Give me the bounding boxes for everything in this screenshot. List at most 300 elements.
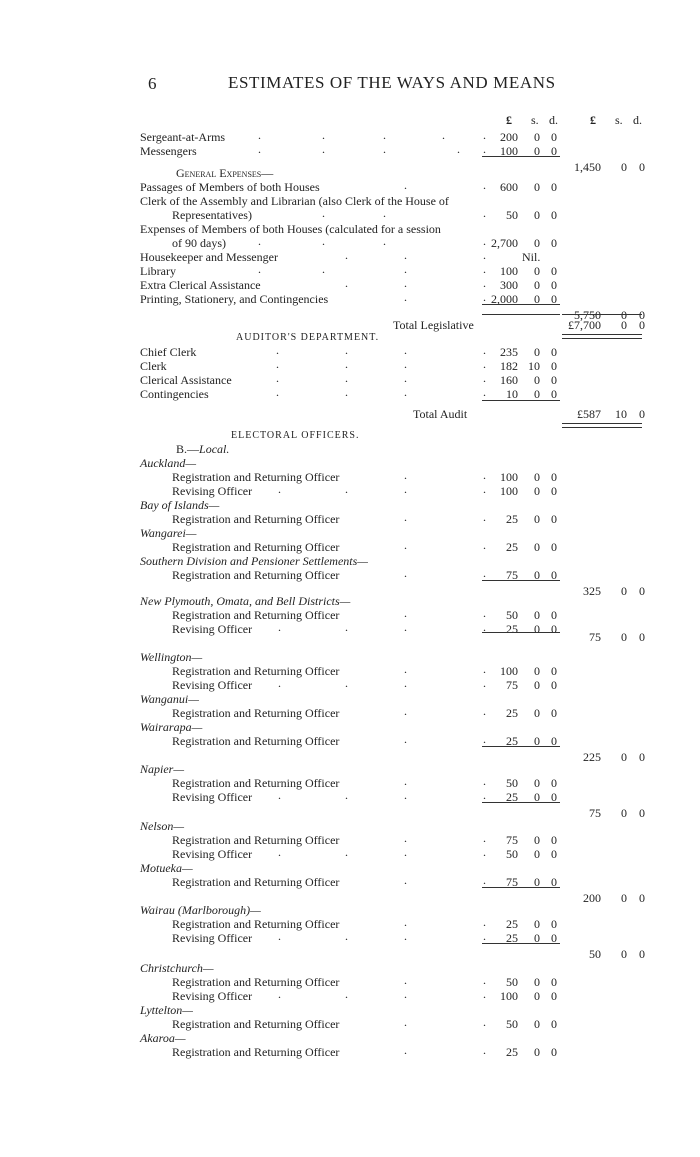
table-row <box>0 1017 700 1031</box>
row-label: Auckland— <box>140 456 196 470</box>
leader-dot: . <box>258 262 261 276</box>
leader-dot: . <box>483 142 486 156</box>
table-row <box>0 144 700 158</box>
amount-pounds: 100 <box>500 470 518 484</box>
leader-dot: . <box>404 620 407 634</box>
table-row <box>0 568 700 582</box>
leader-dot: . <box>483 371 486 385</box>
table-row <box>0 180 700 194</box>
leader-dot: . <box>404 845 407 859</box>
leader-dot: . <box>345 371 348 385</box>
table-row <box>0 250 700 264</box>
table-row <box>0 692 700 706</box>
table-row <box>0 734 700 748</box>
row-label: General Expenses— <box>176 166 274 180</box>
leader-dot: . <box>483 566 486 580</box>
row-label: Motueka— <box>140 861 193 875</box>
table-row <box>0 630 700 650</box>
leader-dot: . <box>404 385 407 399</box>
row-label: Extra Clerical Assistance <box>140 278 261 292</box>
leader-dot: . <box>404 248 407 262</box>
table-row <box>0 678 700 692</box>
leader-dot: . <box>404 929 407 943</box>
amount-pounds: 25 <box>506 622 518 636</box>
amount-shillings: 0 <box>534 833 540 847</box>
leader-dot: . <box>278 482 281 496</box>
column-rule <box>562 314 642 315</box>
leader-dot: . <box>258 234 261 248</box>
leader-dot: . <box>404 873 407 887</box>
table-row <box>0 819 700 833</box>
pence-header-2: d. <box>633 113 642 127</box>
leader-dot: . <box>383 128 386 142</box>
leader-dot: . <box>278 987 281 1001</box>
subtotal-shillings: 0 <box>621 584 627 598</box>
subtotal-pounds: 325 <box>583 584 601 598</box>
amount-pounds: 25 <box>506 540 518 554</box>
amount-shillings: 10 <box>528 359 540 373</box>
leader-dot: . <box>404 1043 407 1057</box>
table-row <box>0 875 700 889</box>
leader-dot: . <box>483 929 486 943</box>
amount-shillings: 0 <box>534 484 540 498</box>
column-rule <box>482 802 560 803</box>
subtotal-pounds: 50 <box>589 947 601 961</box>
table-row <box>0 650 700 664</box>
leader-dot: . <box>483 704 486 718</box>
leader-dot: . <box>404 662 407 676</box>
leader-dot: . <box>404 676 407 690</box>
amount-pounds: 100 <box>500 664 518 678</box>
column-rule <box>482 314 560 315</box>
table-row <box>0 931 700 945</box>
row-label: Registration and Returning Officer <box>172 776 340 790</box>
leader-dot: . <box>404 915 407 929</box>
table-row <box>0 1045 700 1059</box>
subtotal-pence: 0 <box>639 750 645 764</box>
amount-shillings: 0 <box>534 706 540 720</box>
amount-pounds: 75 <box>506 568 518 582</box>
amount-pounds: 75 <box>506 875 518 889</box>
leader-dot: . <box>276 385 279 399</box>
amount-shillings: 0 <box>534 568 540 582</box>
row-label: Registration and Returning Officer <box>172 1017 340 1031</box>
table-row <box>0 166 700 180</box>
row-label: Housekeeper and Messenger <box>140 250 278 264</box>
leader-dot: . <box>258 128 261 142</box>
leader-dot: . <box>404 262 407 276</box>
amount-pence: 0 <box>551 130 557 144</box>
amount-pounds: 25 <box>506 790 518 804</box>
subtotal-shillings: 0 <box>621 630 627 644</box>
leader-dot: . <box>483 620 486 634</box>
leader-dot: . <box>404 774 407 788</box>
leader-dot: . <box>345 676 348 690</box>
leader-dot: . <box>404 343 407 357</box>
row-label: Contingencies <box>140 387 209 401</box>
leader-dot: . <box>404 1015 407 1029</box>
table-row <box>0 442 700 456</box>
row-label: Revising Officer <box>172 484 253 498</box>
subtotal-pence: 0 <box>639 407 645 421</box>
amount-shillings: 0 <box>534 278 540 292</box>
leader-dot: . <box>404 538 407 552</box>
row-label: Clerical Assistance <box>140 373 232 387</box>
leader-dot: . <box>483 468 486 482</box>
amount-shillings: 0 <box>534 847 540 861</box>
row-label: Revising Officer <box>172 989 253 1003</box>
amount-shillings: 0 <box>534 144 540 158</box>
subtotal-shillings: 0 <box>621 891 627 905</box>
row-label: Southern Division and Pensioner Settlements— <box>140 554 368 568</box>
row-label: Revising Officer <box>172 622 253 636</box>
table-row <box>0 847 700 861</box>
double-rule <box>562 423 642 428</box>
section-heading-electoral: ELECTORAL OFFICERS. <box>231 430 360 441</box>
amount-pounds: 100 <box>500 264 518 278</box>
leader-dot: . <box>322 262 325 276</box>
leader-dot: . <box>345 987 348 1001</box>
amount-shillings: 0 <box>534 264 540 278</box>
row-label: Messengers <box>140 144 197 158</box>
leader-dot: . <box>483 662 486 676</box>
leader-dot: . <box>483 290 486 304</box>
leader-dot: . <box>276 343 279 357</box>
row-label: of 90 days) <box>172 236 226 250</box>
table-row <box>0 903 700 917</box>
amount-shillings: 0 <box>534 470 540 484</box>
leader-dot: . <box>483 178 486 192</box>
amount-pence: 0 <box>551 608 557 622</box>
column-rule <box>482 580 560 581</box>
leader-dot: . <box>345 357 348 371</box>
amount-pounds: 2,000 <box>491 292 518 306</box>
subtotal-pence: 0 <box>639 891 645 905</box>
amount-pounds: 75 <box>506 678 518 692</box>
subtotal-shillings: 0 <box>621 318 627 332</box>
amount-pence: 0 <box>551 875 557 889</box>
subtotal-pounds: 75 <box>589 630 601 644</box>
amount-pence: 0 <box>551 734 557 748</box>
leader-dot: . <box>278 845 281 859</box>
table-row <box>0 975 700 989</box>
table-row <box>0 540 700 554</box>
row-label: Wairarapa— <box>140 720 203 734</box>
subtotal-pounds: £7,700 <box>568 318 601 332</box>
amount-pounds: 25 <box>506 931 518 945</box>
leader-dot: . <box>404 704 407 718</box>
row-label: Representatives) <box>172 208 252 222</box>
table-row <box>0 790 700 804</box>
row-label: Chief Clerk <box>140 345 197 359</box>
row-label: Expenses of Members of both Houses (calculated for a session <box>140 222 441 236</box>
amount-pounds: 50 <box>506 1017 518 1031</box>
column-rule <box>482 156 560 157</box>
amount-pence: 0 <box>551 264 557 278</box>
amount-pence: 0 <box>551 989 557 1003</box>
table-row <box>0 861 700 875</box>
amount-pence: 0 <box>551 292 557 306</box>
row-label: Registration and Returning Officer <box>172 833 340 847</box>
leader-dot: . <box>276 357 279 371</box>
leader-dot: . <box>483 206 486 220</box>
amount-pence: 0 <box>551 833 557 847</box>
leader-dot: . <box>483 510 486 524</box>
amount-pounds: 25 <box>506 512 518 526</box>
row-label: Revising Officer <box>172 847 253 861</box>
row-label: Registration and Returning Officer <box>172 734 340 748</box>
leader-dot: . <box>404 973 407 987</box>
leader-dot: . <box>404 566 407 580</box>
table-row <box>0 706 700 720</box>
table-row <box>0 345 700 359</box>
leader-dot: . <box>483 1015 486 1029</box>
amount-pounds: 2,700 <box>491 236 518 250</box>
amount-pence: 0 <box>551 236 557 250</box>
amount-pounds: 25 <box>506 706 518 720</box>
table-row <box>0 806 700 820</box>
amount-pence: 0 <box>551 470 557 484</box>
amount-pounds: 25 <box>506 1045 518 1059</box>
column-rule <box>482 943 560 944</box>
leader-dot: . <box>258 142 261 156</box>
row-label: Revising Officer <box>172 678 253 692</box>
table-row <box>0 961 700 975</box>
amount-pounds: 50 <box>506 975 518 989</box>
subtotal-pounds: 5,750 <box>574 308 601 322</box>
amount-shillings: 0 <box>534 734 540 748</box>
table-row <box>0 264 700 278</box>
amount-pounds: 300 <box>500 278 518 292</box>
table-row <box>0 130 700 144</box>
shillings-header-1: s. <box>531 113 539 127</box>
subtotal-pounds: 1,450 <box>574 160 601 174</box>
leader-dot: . <box>322 128 325 142</box>
table-row <box>0 526 700 540</box>
subtotal-pounds: 225 <box>583 750 601 764</box>
leader-dot: . <box>345 276 348 290</box>
table-row <box>0 917 700 931</box>
amount-shillings: 0 <box>534 130 540 144</box>
amount-pence: 0 <box>551 373 557 387</box>
row-label: Library <box>140 264 176 278</box>
table-row <box>0 387 700 401</box>
amount-pounds: 50 <box>506 208 518 222</box>
row-label: Registration and Returning Officer <box>172 540 340 554</box>
leader-dot: . <box>345 929 348 943</box>
table-row <box>0 947 700 961</box>
pounds-header-1: £ <box>506 113 512 127</box>
leader-dot: . <box>404 482 407 496</box>
amount-pence: 0 <box>551 678 557 692</box>
column-rule <box>482 400 560 401</box>
leader-dot: . <box>345 248 348 262</box>
leader-dot: . <box>404 510 407 524</box>
leader-dot: . <box>404 276 407 290</box>
row-label: Akaroa— <box>140 1031 186 1045</box>
amount-shillings: 0 <box>534 776 540 790</box>
row-label: Napier— <box>140 762 185 776</box>
leader-dot: . <box>404 831 407 845</box>
leader-dot: . <box>345 482 348 496</box>
row-label: Registration and Returning Officer <box>172 706 340 720</box>
subtotal-shillings: 0 <box>621 160 627 174</box>
leader-dot: . <box>404 732 407 746</box>
leader-dot: . <box>322 206 325 220</box>
leader-dot: . <box>322 234 325 248</box>
subtotal-shillings: 0 <box>621 947 627 961</box>
subtotal-pence: 0 <box>639 160 645 174</box>
row-label: Registration and Returning Officer <box>172 512 340 526</box>
leader-dot: . <box>483 538 486 552</box>
amount-pounds: 100 <box>500 484 518 498</box>
leader-dot: . <box>483 262 486 276</box>
subtotal-pounds: 200 <box>583 891 601 905</box>
subtotal-shillings: 10 <box>615 407 627 421</box>
table-row <box>0 608 700 622</box>
row-label: Printing, Stationery, and Contingencies <box>140 292 329 306</box>
amount-pence: 0 <box>551 847 557 861</box>
leader-dot: . <box>483 788 486 802</box>
leader-dot: . <box>404 357 407 371</box>
leader-dot: . <box>404 987 407 1001</box>
amount-pounds: 50 <box>506 847 518 861</box>
section-heading-auditor: AUDITOR'S DEPARTMENT. <box>236 332 380 343</box>
amount-pence: 0 <box>551 706 557 720</box>
table-row <box>0 318 700 332</box>
table-row <box>0 720 700 734</box>
leader-dot: . <box>483 831 486 845</box>
leader-dot: . <box>483 915 486 929</box>
row-label: Lyttelton— <box>140 1003 193 1017</box>
amount-pounds: 600 <box>500 180 518 194</box>
leader-dot: . <box>278 620 281 634</box>
row-label: Registration and Returning Officer <box>172 975 340 989</box>
table-row <box>0 776 700 790</box>
table-row <box>0 989 700 1003</box>
leader-dot: . <box>322 142 325 156</box>
amount-pence: 0 <box>551 512 557 526</box>
table-row <box>0 194 700 208</box>
leader-dot: . <box>276 371 279 385</box>
row-label: Passages of Members of both Houses <box>140 180 320 194</box>
leader-dot: . <box>483 845 486 859</box>
row-label: Registration and Returning Officer <box>172 917 340 931</box>
leader-dot: . <box>483 973 486 987</box>
row-label: Registration and Returning Officer <box>172 664 340 678</box>
amount-shillings: 0 <box>534 931 540 945</box>
row-label: Sergeant-at-Arms <box>140 130 226 144</box>
subtotal-pounds: £587 <box>577 407 601 421</box>
amount-shillings: 0 <box>534 512 540 526</box>
amount-shillings: 0 <box>534 664 540 678</box>
row-label: Revising Officer <box>172 790 253 804</box>
leader-dot: . <box>345 620 348 634</box>
table-row <box>0 484 700 498</box>
page-number: 6 <box>148 74 157 93</box>
leader-dot: . <box>404 788 407 802</box>
amount-pounds: 10 <box>506 387 518 401</box>
amount-shillings: 0 <box>534 373 540 387</box>
table-row <box>0 1031 700 1045</box>
table-row <box>0 373 700 387</box>
row-label: Registration and Returning Officer <box>172 568 340 582</box>
amount-shillings: 0 <box>534 292 540 306</box>
amount-pounds: 50 <box>506 776 518 790</box>
page-title: ESTIMATES OF THE WAYS AND MEANS <box>228 73 556 92</box>
subtotal-shillings: 0 <box>621 806 627 820</box>
amount-pounds: 182 <box>500 359 518 373</box>
row-label: Clerk of the Assembly and Librarian (also Clerk of the House of <box>140 194 449 208</box>
row-label: Wellington— <box>140 650 203 664</box>
amount-shillings: 0 <box>534 790 540 804</box>
amount-shillings: 0 <box>534 989 540 1003</box>
table-row <box>0 594 700 608</box>
amount-pence: 0 <box>551 144 557 158</box>
amount-pounds: 235 <box>500 345 518 359</box>
subtotal-pence: 0 <box>639 947 645 961</box>
leader-dot: . <box>483 774 486 788</box>
amount-pounds: 50 <box>506 608 518 622</box>
leader-dot: . <box>383 234 386 248</box>
amount-pence: 0 <box>551 664 557 678</box>
amount-pounds: 200 <box>500 130 518 144</box>
leader-dot: . <box>278 788 281 802</box>
row-label: Registration and Returning Officer <box>172 875 340 889</box>
leader-dot: . <box>278 929 281 943</box>
shillings-header-2: s. <box>615 113 623 127</box>
amount-pence: 0 <box>551 1045 557 1059</box>
table-row <box>0 292 700 306</box>
leader-dot: . <box>457 142 460 156</box>
amount-shillings: 0 <box>534 180 540 194</box>
row-label: New Plymouth, Omata, and Bell Districts— <box>140 594 351 608</box>
table-row <box>0 833 700 847</box>
row-label: Registration and Returning Officer <box>172 608 340 622</box>
amount-shillings: 0 <box>534 540 540 554</box>
table-row <box>0 664 700 678</box>
leader-dot: . <box>483 987 486 1001</box>
subtotal-pence: 0 <box>639 806 645 820</box>
leader-dot: . <box>383 142 386 156</box>
double-rule <box>562 334 642 339</box>
amount-pounds: 160 <box>500 373 518 387</box>
amount-shillings: 0 <box>534 345 540 359</box>
leader-dot: . <box>404 468 407 482</box>
leader-dot: . <box>483 343 486 357</box>
amount-shillings: 0 <box>534 622 540 636</box>
amount-pence: 0 <box>551 180 557 194</box>
subtotal-pounds: 75 <box>589 806 601 820</box>
leader-dot: . <box>278 676 281 690</box>
leader-dot: . <box>483 732 486 746</box>
amount-pence: 0 <box>551 540 557 554</box>
amount-shillings: 0 <box>534 208 540 222</box>
table-row <box>0 359 700 373</box>
leader-dot: . <box>345 385 348 399</box>
leader-dot: . <box>483 248 486 262</box>
leader-dot: . <box>345 845 348 859</box>
column-rule <box>482 304 560 305</box>
amount-pounds: 100 <box>500 144 518 158</box>
pounds-header-2: £ <box>590 113 596 127</box>
table-row <box>0 1003 700 1017</box>
subtotal-pence: 0 <box>639 630 645 644</box>
amount-pence: 0 <box>551 484 557 498</box>
subtotal-shillings: 0 <box>621 308 627 322</box>
leader-dot: . <box>404 290 407 304</box>
amount-nil: Nil. <box>522 250 541 264</box>
